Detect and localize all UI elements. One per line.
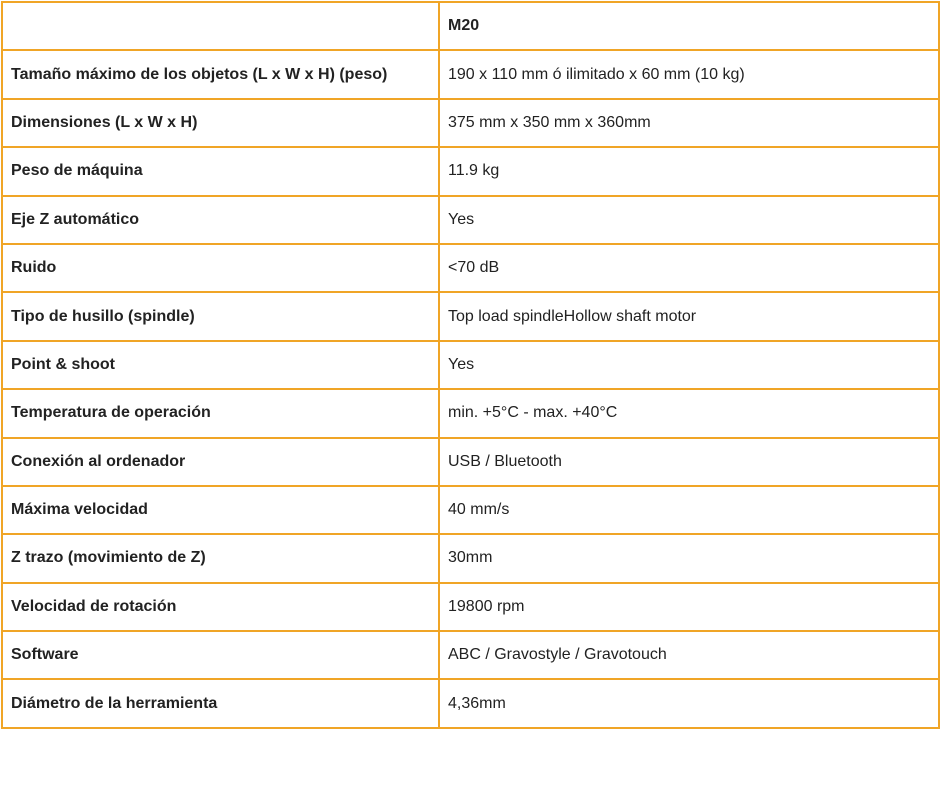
table-header-row <box>2 2 939 50</box>
row-value: <70 dB <box>439 244 939 292</box>
row-label: Diámetro de la herramienta <box>2 679 439 727</box>
table-row <box>2 292 939 340</box>
row-label: Máxima velocidad <box>2 486 439 534</box>
row-label: Tipo de husillo (spindle) <box>2 292 439 340</box>
table-row <box>2 631 939 679</box>
row-label: Z trazo (movimiento de Z) <box>2 534 439 582</box>
row-value: Yes <box>439 196 939 244</box>
row-label: Point & shoot <box>2 341 439 389</box>
row-label: Conexión al ordenador <box>2 438 439 486</box>
row-value: 40 mm/s <box>439 486 939 534</box>
row-value: 30mm <box>439 534 939 582</box>
table-row <box>2 99 939 147</box>
row-value: 190 x 110 mm ó ilimitado x 60 mm (10 kg) <box>439 50 939 98</box>
row-value: 4,36mm <box>439 679 939 727</box>
row-label: Ruido <box>2 244 439 292</box>
row-label: Software <box>2 631 439 679</box>
table-row <box>2 50 939 98</box>
spec-table <box>1 1 940 729</box>
table-row <box>2 679 939 727</box>
table-row <box>2 341 939 389</box>
row-value: Top load spindleHollow shaft motor <box>439 292 939 340</box>
table-row <box>2 486 939 534</box>
row-value: 11.9 kg <box>439 147 939 195</box>
row-value: USB / Bluetooth <box>439 438 939 486</box>
table-row <box>2 196 939 244</box>
header-model-cell: M20 <box>439 2 939 50</box>
row-label: Dimensiones (L x W x H) <box>2 99 439 147</box>
row-value: ABC / Gravostyle / Gravotouch <box>439 631 939 679</box>
row-value: min. +5°C - max. +40°C <box>439 389 939 437</box>
table-row <box>2 147 939 195</box>
row-label: Velocidad de rotación <box>2 583 439 631</box>
table-row <box>2 389 939 437</box>
row-value: Yes <box>439 341 939 389</box>
table-row <box>2 244 939 292</box>
row-label: Eje Z automático <box>2 196 439 244</box>
row-label: Tamaño máximo de los objetos (L x W x H) (peso) <box>2 50 439 98</box>
row-label: Temperatura de operación <box>2 389 439 437</box>
header-empty-cell <box>2 2 439 50</box>
table-row <box>2 583 939 631</box>
row-value: 19800 rpm <box>439 583 939 631</box>
table-row <box>2 438 939 486</box>
row-value: 375 mm x 350 mm x 360mm <box>439 99 939 147</box>
row-label: Peso de máquina <box>2 147 439 195</box>
table-row <box>2 534 939 582</box>
